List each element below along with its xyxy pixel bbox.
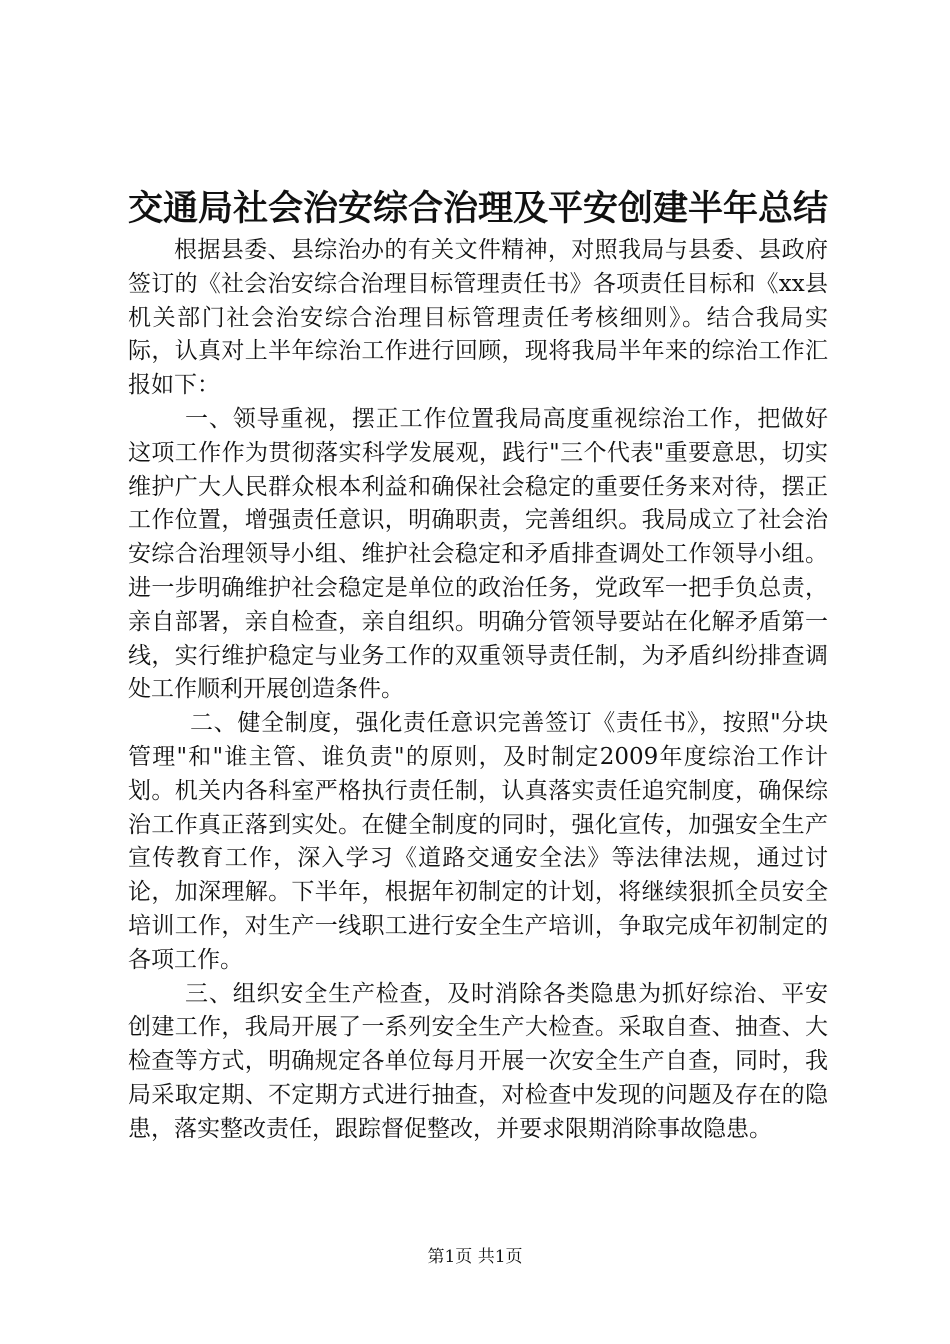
paragraph-intro: 根据县委、县综治办的有关文件精神，对照我局与县委、县政府签订的《社会治安综合治理目标管理责任书》各项责任目标和《xx县机关部门社会治安综合治理目标管理责任考核细则》。结合我局实际，认真对上半年综治工作进行回顾，现将我局半年来的综治工作汇报如下： (128, 237, 828, 399)
paragraph-section-2: 二、健全制度，强化责任意识完善签订《责任书》，按照"分块管理"和"谁主管、谁负责"的原则，及时制定2009年度综治工作计划。机关内各科室严格执行责任制，认真落实责任追究制度，确保综治工作真正落到实处。在健全制度的同时，强化宣传，加强安全生产宣传教育工作，深入学习《道路交通安全法》等法律法规，通过讨论，加深理解。下半年，根据年初制定的计划，将继续狠抓全员安全培训工作，对生产一线职工进行安全生产培训，争取完成年初制定的各项工作。 (128, 710, 828, 973)
paragraph-section-3: 三、组织安全生产检查，及时消除各类隐患为抓好综治、平安创建工作，我局开展了一系列安全生产大检查。采取自查、抽查、大检查等方式，明确规定各单位每月开展一次安全生产自查，同时，我局采取定期、不定期方式进行抽查，对检查中发现的问题及存在的隐患，落实整改责任，跟踪督促整改，并要求限期消除事故隐患。 (128, 980, 828, 1142)
document-title: 交通局社会治安综合治理及平安创建半年总结 (128, 188, 829, 229)
paragraph-section-1: 一、领导重视，摆正工作位置我局高度重视综治工作，把做好这项工作作为贯彻落实科学发展观，践行"三个代表"重要意思，切实维护广大人民群众根本利益和确保社会稳定的重要任务来对待，摆正工作位置，增强责任意识，明确职责，完善组织。我局成立了社会治安综合治理领导小组、维护社会稳定和矛盾排查调处工作领导小组。进一步明确维护社会稳定是单位的政治任务，党政军一把手负总责，亲自部署，亲自检查，亲自组织。明确分管领导要站在化解矛盾第一线，实行维护稳定与业务工作的双重领导责任制，为矛盾纠纷排查调处工作顺利开展创造条件。 (128, 405, 828, 703)
document-body (128, 234, 828, 1147)
page-footer: 第1页 共1页 (427, 1247, 523, 1267)
